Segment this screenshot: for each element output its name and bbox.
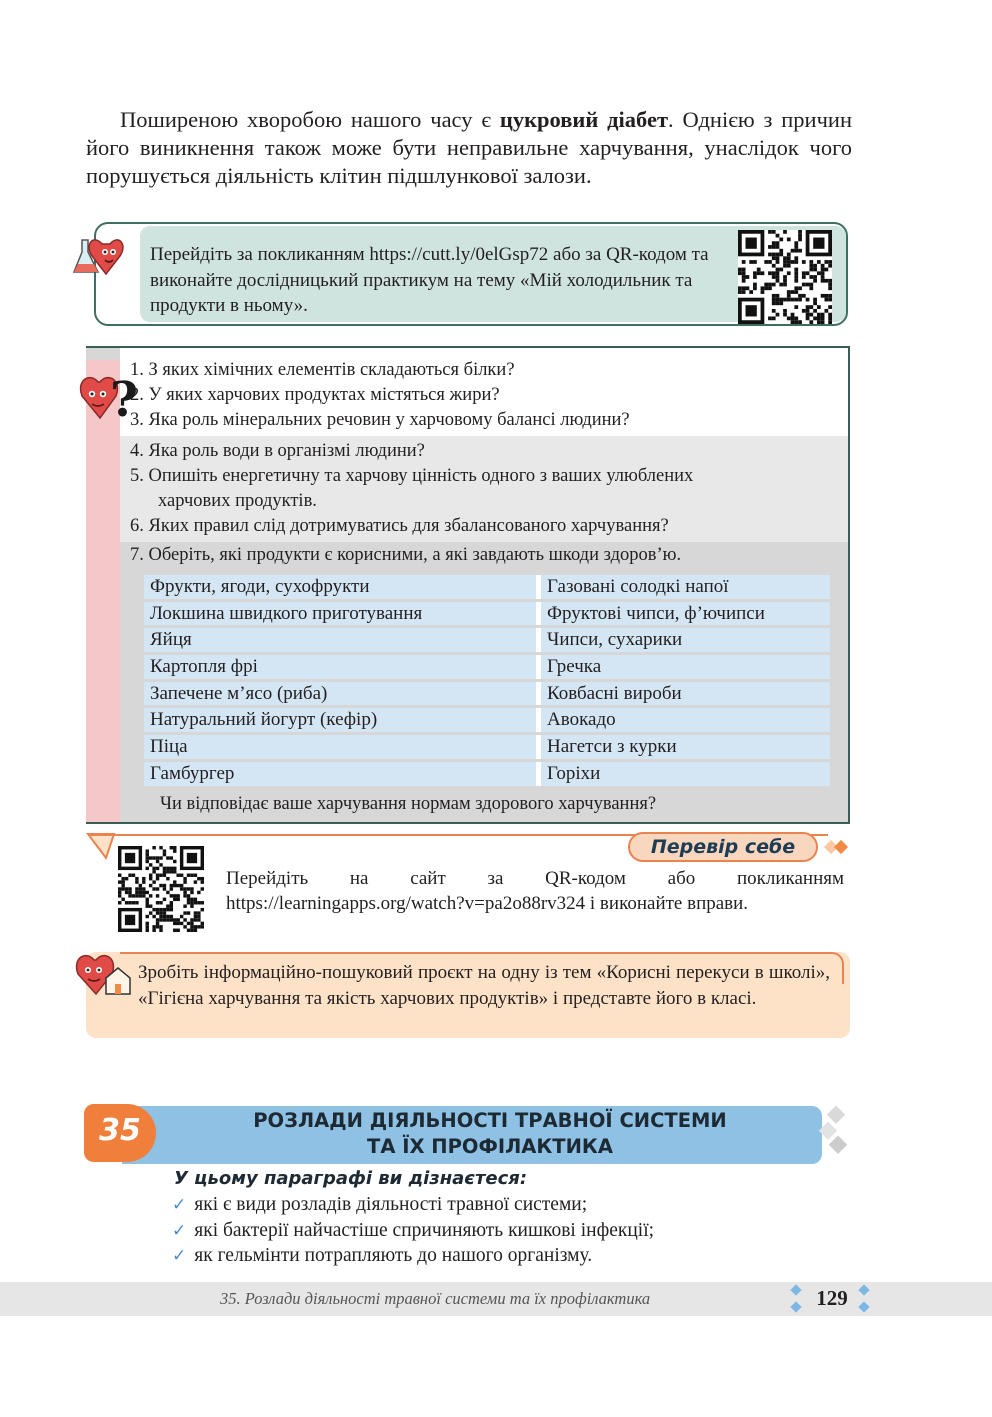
link-box-text: Перейдіть за покликанням https://cutt.ly/0elGsp72 або за QR-кодом та виконайте дослідницький практикум на тему «Мій холодильник та продукти в ньому». [150, 244, 709, 316]
food-table-row [144, 575, 830, 599]
section-title-line-1: РОЗЛАДИ ДІЯЛЬНОСТІ ТРАВНОЇ СИСТЕМИ [253, 1109, 727, 1132]
food-cell-left: Фрукти, ягоди, сухофрукти [144, 575, 541, 599]
food-cell-right: Фруктові чипси, ф’ючипси [541, 602, 830, 626]
food-table-row [144, 628, 830, 652]
question-4: 4. Яка роль води в організмі людини? [130, 441, 425, 461]
learn-list [172, 1194, 654, 1271]
food-cell-left: Локшина швидкого приготування [144, 602, 541, 626]
food-cell-right: Газовані солодкі напої [541, 575, 830, 599]
food-table-row [144, 708, 830, 732]
intro-text-end: . Однією з причин його виникнення також може бути неправильне харчування, унаслідок чого порушується діяльність клітин підшлункової залози. [86, 107, 852, 188]
check-icon: ✓ [172, 1195, 187, 1215]
intro-paragraph [86, 106, 852, 190]
food-table-row [144, 655, 830, 679]
learn-item [172, 1220, 654, 1246]
question-5-continued: харчових продуктів. [158, 491, 317, 511]
food-cell-right: Авокадо [541, 708, 830, 732]
check-yourself-label: Перевір себе [628, 832, 818, 862]
question-1: 1. З яких хімічних елементів складаються білки? [130, 360, 515, 380]
food-cell-left: Гамбургер [144, 762, 541, 786]
check-icon: ✓ [172, 1246, 187, 1266]
questions-advanced [130, 543, 846, 568]
question-5: 5. Опишіть енергетичну та харчову цінність одного з ваших улюблених [130, 466, 694, 486]
qr-code-icon[interactable] [738, 230, 832, 324]
question-2: 2. У яких харчових продуктах містяться жири? [130, 385, 500, 405]
intro-bold-term: цукровий діабет [499, 107, 669, 132]
project-text: Зробіть інформаційно-пошуковий проєкт на одну із тем «Корисні перекуси в школі», «Гігієна харчування та якість харчових продуктів» і представте його в класі. [138, 962, 830, 1009]
heart-scientist-mascot-icon [72, 230, 130, 286]
question-7: 7. Оберіть, які продукти є корисними, а які завдають шкоди здоров’ю. [130, 545, 682, 565]
food-table-row [144, 762, 830, 786]
food-cell-left: Піца [144, 735, 541, 759]
page-number: 129 [816, 1286, 848, 1310]
questions-intermediate [130, 439, 846, 539]
section-title-line-2: ТА ЇХ ПРОФІЛАКТИКА [367, 1135, 613, 1158]
qr-code-icon[interactable] [118, 846, 204, 932]
check-yourself-text: Перейдіть на сайт за QR-кодом або покликанням https://learningapps.org/watch?v=pa2o88rv324 і виконайте вправи. [226, 868, 844, 914]
heart-house-mascot-icon [72, 948, 134, 1004]
food-cell-left: Картопля фрі [144, 655, 541, 679]
learn-item-text: які бактерії найчастіше спричиняють кишкові інфекції; [194, 1219, 655, 1241]
food-table-row [144, 682, 830, 706]
section-title [180, 1108, 800, 1160]
diamond-ornament-icon [820, 834, 854, 866]
food-table [144, 572, 830, 789]
food-cell-right: Чипси, сухарики [541, 628, 830, 652]
food-cell-right: Горіхи [541, 762, 830, 786]
learn-item-text: як гельмінти потрапляють до нашого організму. [194, 1245, 593, 1266]
learn-item [172, 1194, 654, 1220]
food-table-row [144, 735, 830, 759]
learn-item [172, 1245, 654, 1271]
food-cell-left: Натуральний йогурт (кефір) [144, 708, 541, 732]
questions-closing-question: Чи відповідає ваше харчування нормам здорового харчування? [160, 794, 657, 814]
learn-item-text: які є види розладів діяльності травної системи; [194, 1194, 588, 1215]
check-icon: ✓ [172, 1220, 187, 1241]
food-cell-right: Гречка [541, 655, 830, 679]
intro-text-start: Поширеною хворобою нашого часу є [120, 107, 500, 132]
food-cell-right: Ковбасні вироби [541, 682, 830, 706]
diamond-ornament-icon [818, 1104, 854, 1168]
question-3: 3. Яка роль мінеральних речовин у харчовому балансі людини? [130, 410, 630, 430]
running-title: 35. Розлади діяльності травної системи та їх профілактика [220, 1289, 651, 1308]
food-cell-right: Нагетси з курки [541, 735, 830, 759]
question-6: 6. Яких правил слід дотримуватись для збалансованого харчування? [130, 516, 669, 536]
learn-title: У цьому параграфі ви дізнаєтеся: [174, 1168, 528, 1189]
food-table-row [144, 602, 830, 626]
questions-basic [130, 358, 846, 433]
svg-text:?: ? [110, 372, 139, 428]
heart-question-mascot-icon [72, 366, 139, 432]
food-cell-left: Яйця [144, 628, 541, 652]
food-cell-left: Запечене м’ясо (риба) [144, 682, 541, 706]
section-number: 35 [84, 1104, 156, 1162]
